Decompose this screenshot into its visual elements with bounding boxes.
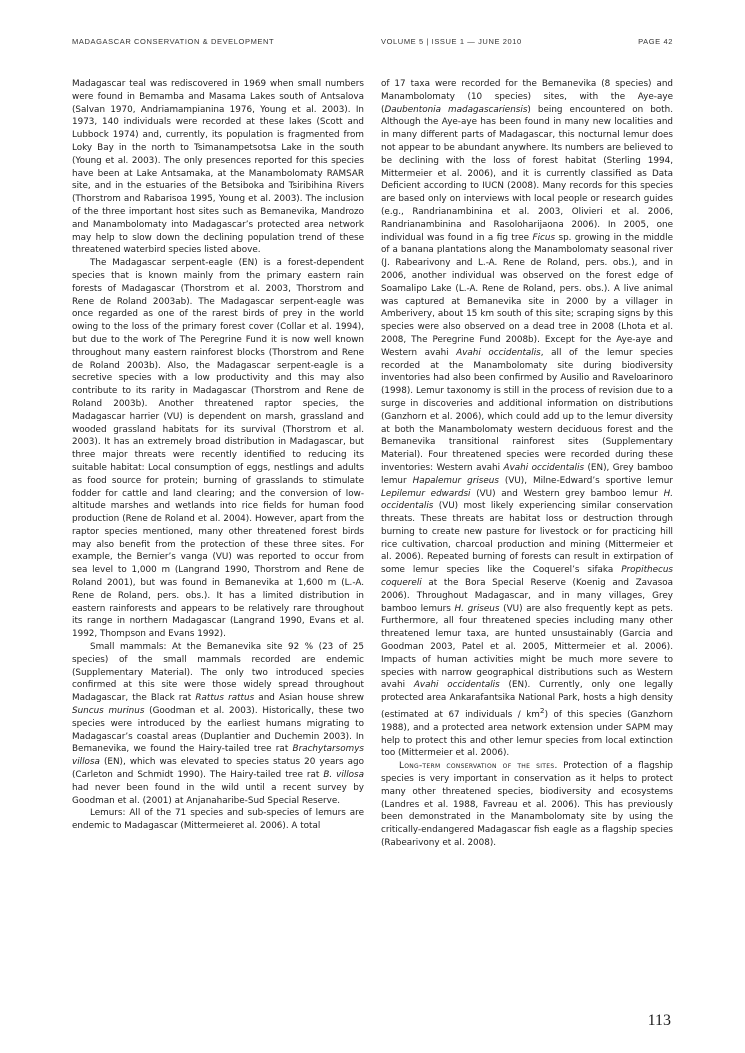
running-page-label: PAGE 42 (638, 37, 673, 46)
italic-term: Hapalemur griseus (412, 475, 499, 486)
paragraph: of 17 taxa were recorded for the Bemanevika (8 species) and Manambolomaty (10 species) sites, with the Aye-aye (Daubentonia madagascariensis) being encountered on both. Although the Aye-aye has been found in many new localities and in many different parts of Madagascar, this nocturnal lemur does not appear to be abundant anywhere. Its numbers are believed to be declining with the loss of forest habitat (Sterling 1994, Mittermeier et al. 2006), and it is currently classified as Data Deficient according to IUCN (2008). Many records for this species are based only on interviews with local people or research guides (e.g., Randrianambinina et al. 2003, Olivieri et al. 2006, Randrianambinina and Rasoloharijaona 2006). In 2005, one individual was found in a fig tree Ficus sp. growing in the middle of a banana plantations along the Manambolomaty seasonal river (J. Rabearivony and L.-A. Rene de Roland, pers. obs.), and in 2006, another individual was observed on the forest edge of Soamalipo Lake (L.-A. Rene de Roland, pers. obs.). A live animal was captured at Bemanevika site in 2000 by a villager in Amberivery, about 15 km south of this site; scraping signs by this species were also observed on a dead tree in 2008 (Lhota et al. 2008, The Peregrine Fund 2008b). Except for the Aye-aye and Western avahi Avahi occidentalis, all of the lemur species recorded at the Manambolomaty site during biodiversity inventories had also been confirmed by Ausilio and Raveloarinoro (1998). Lemur taxonomy is still in the process of revision due to a surge in discoveries and additional information on distributions (Ganzhorn et al. 2006), which could add up to the lemur diversity at both the Manambolomaty western deciduous forest and the Bemanevika transitional rainforest sites (Supplementary Material). Four threatened species were recorded during these inventories: Western avahi Avahi occidentalis (EN), Grey bamboo lemur Hapalemur griseus (VU), Milne-Edward’s sportive lemur Lepilemur edwardsi (VU) and Western grey bamboo lemur H. occidentalis (VU) most likely experiencing similar conservation threats. These threats are habitat loss or destruction through burning to create new pasture for livestock or for practicing hill rice cultivation, charcoal production and mining (Mittermeier et al. 2006). Repeated burning of forests can result in extirpation of some lemur species like the Coquerel’s sifaka Propithecus coquereli at the Bora Special Reserve (Koenig and Zavasoa 2006). Throughout Madagascar, and in many villages, Grey bamboo lemurs H. griseus (VU) are also frequently kept as pets. Furthermore, all four threatened species including many other threatened lemur taxa, are hunted unsustainably (Garcia and Goodman 2003, Patel et al. 2005, Mittermeier et al. 2006). Impacts of human activities might be much more severe to species with narrow geographical distributions such as Western avahi Avahi occidentalis (EN). Currently, only one legally protected area Ankarafantsika National Park, hosts a high density (estimated at 67 individuals / $km^2$) of this species (Ganzhorn 1988), and a protected area network extension under SAPM may help to protect this and other lemur species from local extinction too (Mittermeier et al. 2006). (381, 79, 674, 759)
italic-term: Daubentonia madagascariensis (384, 104, 528, 115)
italic-term: Avahi occidentalis (503, 462, 585, 473)
italic-term: Avahi occidentalis (413, 680, 500, 691)
italic-term: Rattus rattus (195, 693, 255, 704)
italic-term: Lepilemur edwardsi (381, 488, 471, 499)
paragraph: Lemurs: All of the 71 species and sub-species of lemurs are endemic to Madagascar (Mittermeieret al. 2006). A total (72, 808, 364, 832)
italic-term: Propithecus coquereli (381, 565, 673, 589)
italic-term: Brachytarsomys villosa (72, 744, 364, 768)
left-column (72, 78, 364, 833)
italic-term: Ficus (532, 232, 556, 243)
superscript: 2 (539, 706, 545, 716)
italic-term: Avahi occidentalis (456, 347, 541, 358)
paragraph: Madagascar teal was rediscovered in 1969 when small numbers were found in Bemamba and Masama Lakes south of Antsalova (Salvan 1970, Andriamampianina 1976, Young et al. 2003). In 1973, 140 individuals were recorded at these lakes (Scott and Lubbock 1974) and, currently, its population is fragmented from Loky Bay in the north to Tsimanampetsotsa Lake in the south (Young et al. 2003). The only presences reported for this species have been at Lake Antsamaka, at the Manambolomaty RAMSAR site, and in the estuaries of the Betsiboka and Tsiribihina Rivers (Thorstrom and Rabarisoa 1995, Young et al. 2003). The inclusion of the three important host sites such as Bemanevika, Mandrozo and Manambolomaty into Madagascar’s protected area network may help to slow down the declining population trend of these threatened waterbird species listed above. (72, 79, 364, 256)
right-column (381, 78, 673, 850)
volume-issue: VOLUME 5 | ISSUE 1 — JUNE 2010 (381, 37, 522, 46)
paragraph: Small mammals: At the Bemanevika site 92 % (23 of 25 species) of the small mammals recorded are endemic (Supplementary Material). The only two introduced species confirmed at this site were those widely spread throughout Madagascar, the Black rat Rattus rattus and Asian house shrew Suncus murinus (Goodman et al. 2003). Historically, these two species were introduced by the earliest humans migrating to Madagascar’s coastal areas (Duplantier and Duchemin 2003). In Bemanevika, we found the Hairy-tailed tree rat Brachytarsomys villosa (EN), which was elevated to species status 20 years ago (Carleton and Schmidt 1990). The Hairy-tailed tree rat B. villosa had never been found in the wild until a recent survey by Goodman et al. (2001) at Anjanaharibe-Sud Special Reserve. (72, 642, 365, 806)
italic-term: H. griseus (454, 603, 500, 614)
paragraph: The Madagascar serpent-eagle (EN) is a forest-dependent species that is known mainly from the primary eastern rain forests of Madagascar (Thorstrom et al. 2003, Thorstrom and Rene de Roland 2003ab). The Madagascar serpent-eagle was once regarded as one of the rarest birds of prey in the world owing to the loss of the primary forest cover (Collar et al. 1994), but due to the work of The Peregrine Fund it is now well known throughout many eastern rainforest blocks (Thorstrom and Rene de Roland 2003b). Also, the Madagascar serpent-eagle is a secretive species with a low productivity and this may also contribute to its rarity in Madagascar (Thorstrom and Rene de Roland 2003b). Another threatened raptor species, the Madagascar harrier (VU) is dependent on marsh, grassland and wooded grassland habitats for its survival (Thorstrom et al. 2003). It has an extremely broad distribution in Madagascar, but three major threats were recently identified to reducing its suitable habitat: Local consumption of eggs, nestlings and adults as food source for protein; burning of grasslands to stimulate fodder for cattle and land clearing; and the conversion of low-altitude marshes and wetlands into rice fields for human food production (Rene de Roland et al. 2004). However, apart from the raptor species mentioned, many other threatened forest birds may also benefit from the protection of these three sites. For example, the Bernier’s vanga (VU) was reported to occur from sea level to 1,000 m (Langrand 1990, Thorstrom and Rene de Roland 2001), but was found in Bemanevika at 1,600 m (L.-A. Rene de Roland, pers. obs.). It has a limited distribution in eastern rainforests and appears to be relatively rare throughout its range in northern Madagascar (Langrand 1990, Evans et al. 1992, Thompson and Evans 1992). (72, 258, 364, 640)
section-lead: Long-term conservation of the sites. (399, 761, 558, 772)
italic-term: H. occidentalis (381, 488, 673, 512)
italic-term: Suncus murinus (72, 706, 145, 717)
journal-title: MADAGASCAR CONSERVATION & DEVELOPMENT (72, 37, 275, 46)
page-number: 113 (647, 1012, 671, 1029)
paragraph: Long-term conservation of the sites. Protection of a flagship species is very important in conservation as it helps to protect many other threatened species, biodiversity and ecosystems (Landres et al. 1988, Favreau et al. 2006). This has previously been demonstrated in the Manambolomaty site by using the critically-endangered Madagascar fish eagle as a flagship species (Rabearivony et al. 2008). (381, 761, 673, 848)
italic-term: B. villosa (323, 770, 365, 781)
